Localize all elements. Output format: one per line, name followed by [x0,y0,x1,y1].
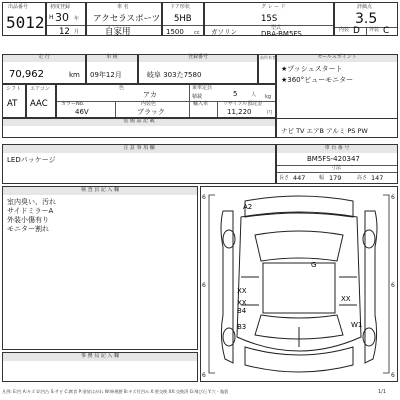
equipment-header: 装 備 品 記 載 [3,119,275,126]
car-name: アクセラスポーツ [93,14,161,24]
score-label: 評価点 [357,4,373,10]
sales-point-1: ★プッシュスタート [281,65,343,73]
inspection-expiry-box [86,54,138,84]
height-value: 147 [371,174,384,182]
bracket-right-top: 6 [391,194,395,201]
capacity-label: 乗車定員 [192,85,213,91]
inspector-note-4: モニター割れ [7,225,49,233]
damage-mark-xx-right: XX [341,295,351,303]
bracket-right-bottom: 6 [391,372,395,379]
shift: AT [7,99,18,109]
grade-label: グ レ ー ド [261,4,286,10]
bracket-left-mid: 6 [202,282,206,289]
inspector-note-1: 室内臭い、汚れ [7,198,56,206]
interior-color: ブラック [137,108,165,116]
door-form-label: ドア形状 [170,4,190,10]
grade: 15S [261,14,278,24]
notes-text: LEDパッケージ [7,156,56,164]
recycle-fee: 11,220 [227,108,252,116]
fuel-type: ガソリン [211,28,237,36]
import-label: 輸入車 [193,101,209,107]
page-number: 1/1 [378,389,387,395]
capacity: 5 [233,90,238,98]
damage-mark-xx-left-2: XX [237,299,247,307]
year-unit: 年 [74,16,80,22]
sales-point-header: セールスポイント [277,55,397,62]
model-label: 型式 [271,25,282,31]
door-form: 5HB [174,14,192,24]
mileage-box [2,54,86,84]
inspector-notes-header: 検 査 員 記 入 欄 [3,187,197,195]
lot-number-label: 出品番号 [8,4,29,10]
cc-unit: cc [194,30,200,36]
equipment-box [2,118,276,138]
car-diagram [201,187,397,381]
color-number: 46V [75,108,89,116]
first-registration-label: 初度登録 [50,4,71,10]
color-label: 色 [119,85,125,91]
damage-mark-g: G [311,261,317,269]
registration-plate: 岐阜 303た7580 [147,71,202,79]
interior-grade-label: 内装 [339,27,350,33]
length-value: 447 [293,174,306,182]
bracket-left-top: 6 [202,194,206,201]
displacement: 1500 [166,28,184,36]
frame-number-header: 車 台 番 号 [277,145,397,153]
plate-box [138,54,258,84]
inspector-note-2: サイドミラーA [7,207,54,215]
registration-month: 12 [59,27,70,37]
overall-score: 3.5 [355,11,378,27]
prev-owner-label: 前所有者 [260,55,276,60]
recycle-label: リサイクル預託金 [223,101,263,107]
plate-label: 登録番号 [139,55,257,62]
height-label: 高さ [357,175,368,181]
car-name-label: 車 名 [117,4,129,10]
damage-mark-a2: A2 [243,203,253,211]
exterior-grade: C [383,26,390,36]
frame-number-box [276,144,398,184]
sales-point-2: ★360°ビューモニター [281,76,354,84]
body-color: アカ [143,91,157,99]
exterior-grade-label: 外装 [369,27,380,33]
length-label: 長さ [279,175,290,181]
ac-label: エアコン [30,86,50,92]
equipment-list-box [276,118,398,138]
notes-box [2,144,276,184]
yen-unit: 円 [267,110,273,116]
damage-mark-w1: W1 [351,321,363,329]
capacity-unit: 人 [251,92,257,98]
office-notes-box [2,352,198,382]
first-registration-box [46,2,86,36]
bracket-right-mid: 6 [391,282,395,289]
air-conditioner: AAC [30,99,48,109]
model-code: DBA-BM5FS [261,30,302,38]
shift-box [2,84,26,118]
score-box [334,2,398,36]
inspector-notes-box [2,186,198,350]
lot-number: 5012 [6,13,45,32]
frame-number: BM5FS-420347 [307,155,360,163]
use-type: 自家用 [105,27,131,37]
inspector-note-3: 外装小傷有り [7,216,49,224]
interior-grade: D [353,26,360,36]
bracket-left-bottom: 6 [202,372,206,379]
era-letter: H [49,14,54,21]
notes-header: 注 意 事 項 欄 [3,145,275,153]
lot-number-box [2,2,46,36]
load-label: 積載 [192,94,203,100]
inspection-expiry: 09年12月 [90,71,122,79]
door-form-box [162,2,204,36]
color-no-label: カラーNo. [61,101,85,107]
damage-mark-b4: B4 [237,307,247,315]
width-label: 幅 [319,175,325,181]
month-unit: 月 [74,29,80,35]
inspection-expiry-label: 車 検 [87,55,137,62]
km-unit: km [69,71,80,79]
registration-year: 30 [55,11,69,24]
width-value: 179 [329,174,342,182]
shift-label: シフト [6,86,22,92]
grade-box [204,2,334,36]
office-notes-header: 事 務 局 記 入 欄 [3,353,197,361]
damage-mark-xx-left: XX [237,287,247,295]
mileage: 70,962 [9,69,44,80]
damage-mark-b3: B3 [237,323,247,331]
equipment-list: ナビ TV エアB アルミ PS PW [281,127,368,135]
load-unit: kg [265,94,272,100]
damage-legend: 凡例: E:凹 A:キズ U:凹凸 S:サビ C:腐食 P:塗装はがれ W:修理歴 B:キズ付凹み X:要交換 XX:交換済 G:飛び石 Y:穴・亀裂 [2,389,229,394]
color-block [56,84,276,118]
interior-color-label: 内装色 [141,101,157,107]
size-header: 寸法 [331,165,342,171]
ac-box [26,84,56,118]
car-name-box [86,2,162,36]
car-diagram-box [200,186,398,382]
mileage-label: 走 行 [3,55,85,62]
prev-owner-box [258,54,276,84]
